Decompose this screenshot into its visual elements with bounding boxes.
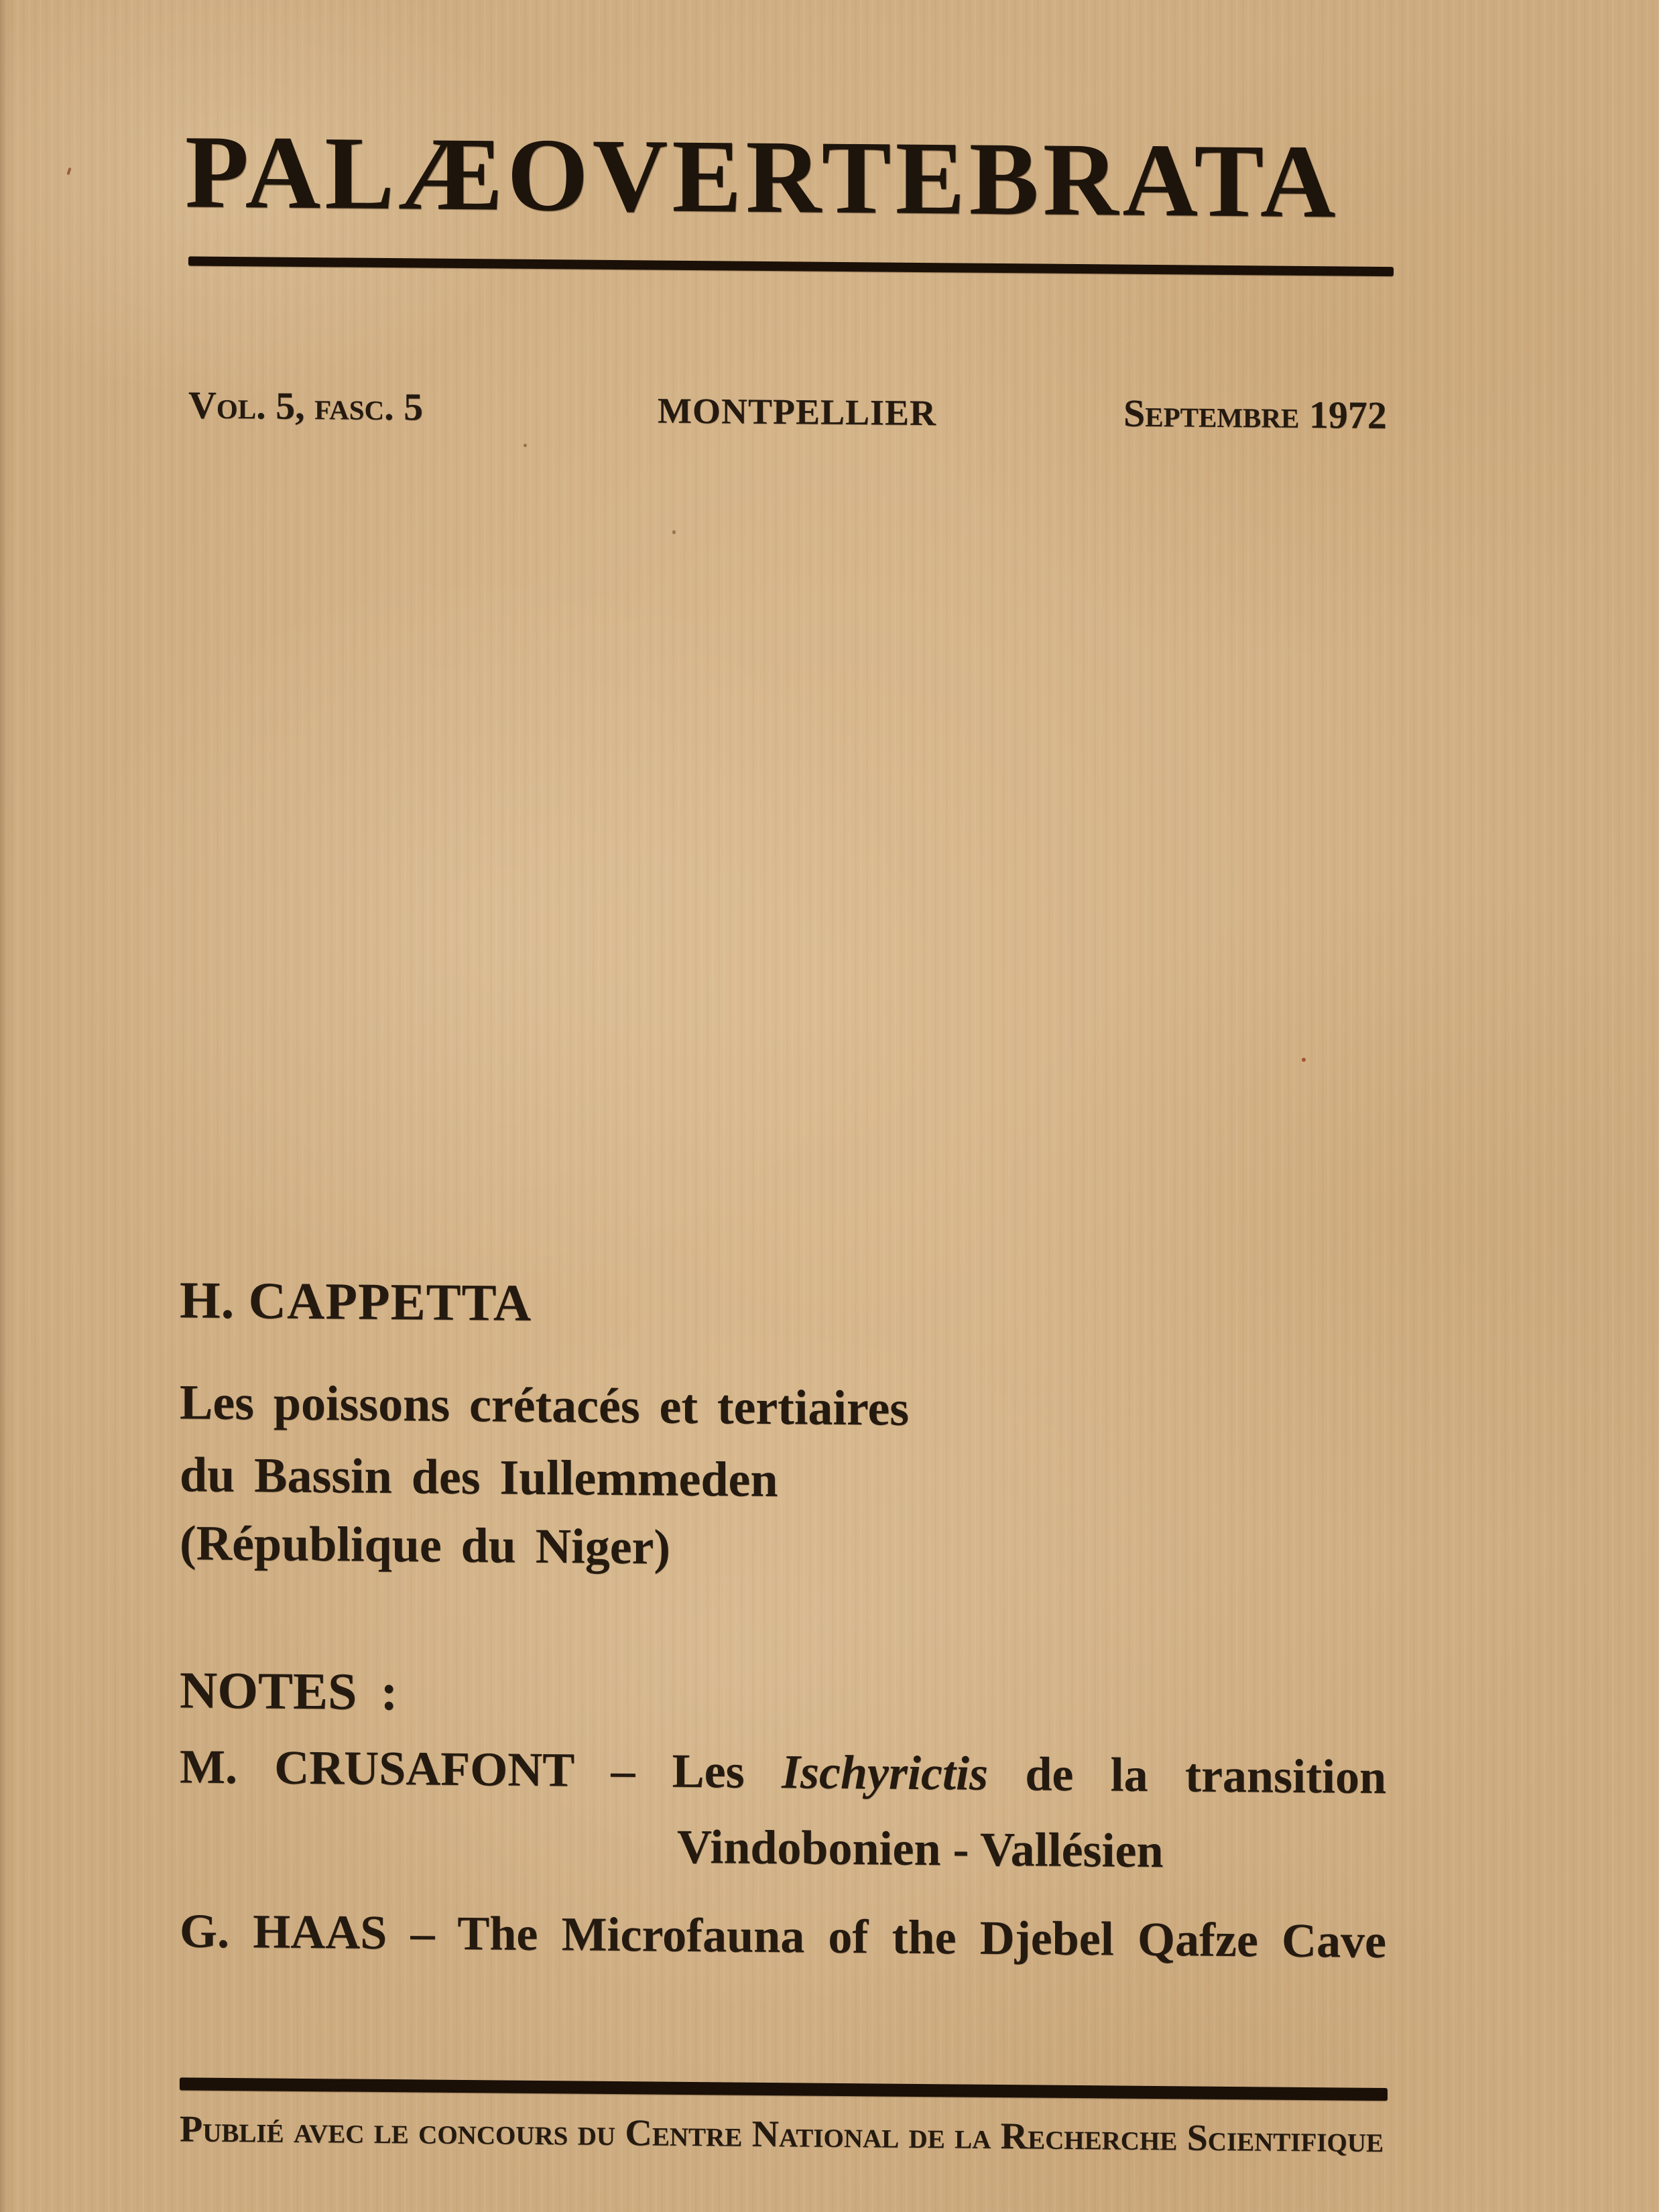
article-author: H. CAPPETTA [180, 1270, 532, 1332]
issue-date-label: Septembre 1972 [1123, 391, 1387, 438]
notes-heading: NOTES : [180, 1660, 398, 1721]
city-label: MONTPELLIER [658, 390, 937, 434]
note-crusafont-tail: de la transition [1025, 1747, 1387, 1804]
paper-speck [524, 444, 527, 447]
paper-speck [1302, 1058, 1306, 1062]
volume-fascicle-label: Vol. 5, fasc. 5 [188, 383, 424, 429]
note-item-crusafont-continued: Vindobonien - Vallésien [677, 1819, 1164, 1878]
article-title-line: (République du Niger) [180, 1516, 671, 1575]
article-title-line: Les poissons crétacés et tertiaires [180, 1375, 910, 1436]
journal-title: PALÆOVERTEBRATA [185, 113, 1340, 240]
paper-speck [672, 530, 676, 534]
title-underline-rule [188, 256, 1394, 276]
note-crusafont-taxon-italic: Ischyrictis [782, 1745, 989, 1800]
note-item-haas: G. HAAS – The Microfauna of the Djebel Qafze Cave [180, 1904, 1386, 1969]
note-crusafont-lead: M. CRUSAFONT – Les [180, 1739, 745, 1798]
article-title-line: du Bassin des Iullemmeden [180, 1447, 778, 1508]
footer-rule [180, 2077, 1388, 2101]
note-item-crusafont [180, 1739, 1387, 1804]
publisher-imprint: Publié avec le concours du Centre National de la Recherche Scientifique [180, 2108, 1384, 2161]
